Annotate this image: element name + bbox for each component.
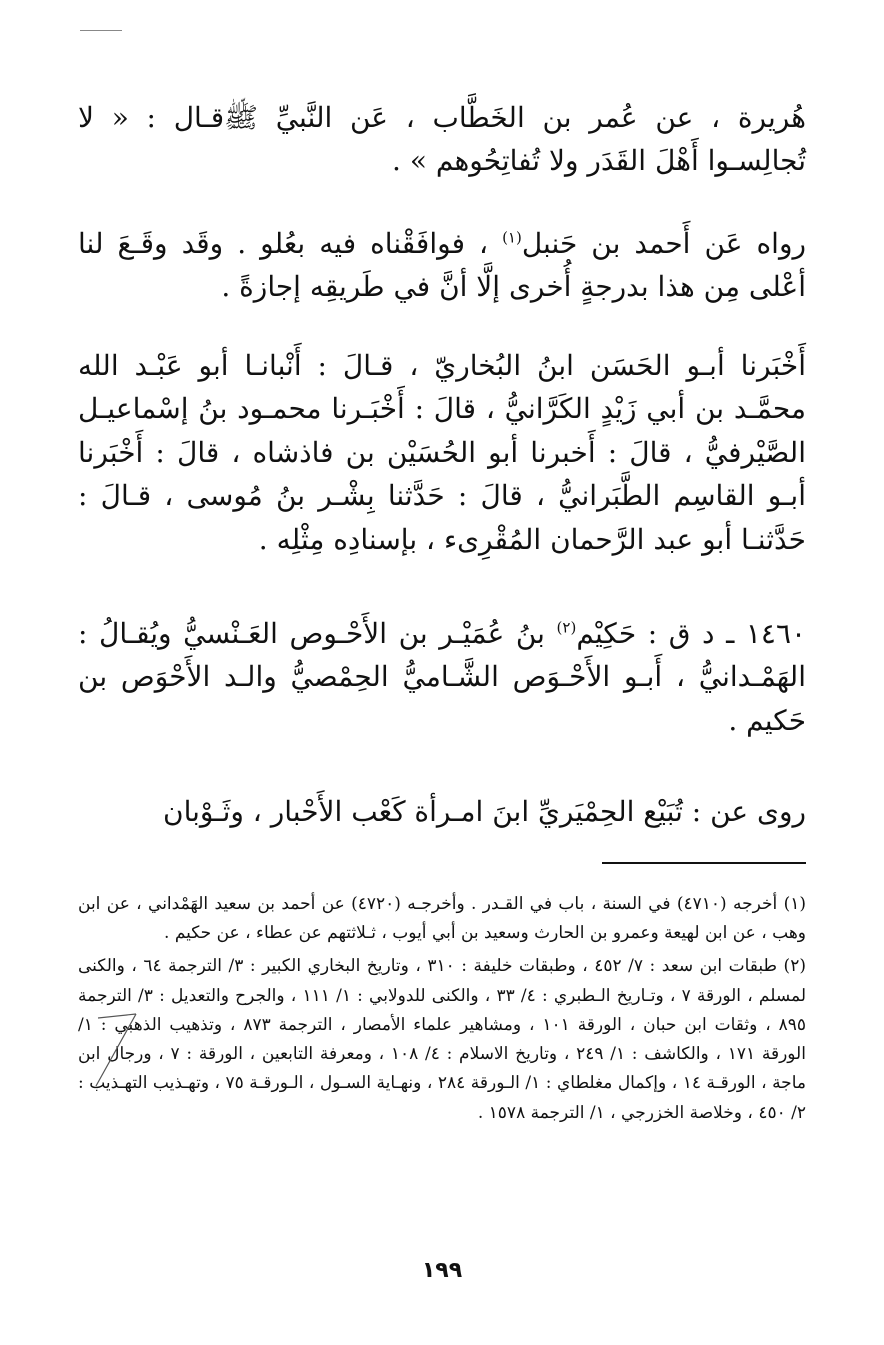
narrated-from-text: روى عن : تُبَيْع الحِمْيَريِّ ابنَ امـرأة كَعْب الأَحْبار ، وثَـوْبان — [163, 795, 806, 828]
footnote-separator — [602, 862, 806, 864]
page-number: ١٩٩ — [421, 1258, 463, 1283]
paragraph-biography-entry — [78, 612, 806, 742]
narration-text-start: رواه عَن أَحمد بن حَنبل — [521, 227, 806, 260]
paragraph-narrated-from — [78, 790, 806, 833]
footnotes — [78, 890, 806, 1132]
entry-heading: ١٤٦٠ ـ د ق : حَكِيْم — [576, 617, 807, 650]
footnote-ref-1: (١) — [502, 228, 522, 247]
isnad-text: أَخْبَرنا أبـو الحَسَن ابنُ البُخاريّ ، قـالَ : أَنْبانـا أبو عَبْـد الله محمَّـد بن أبي زَيْدٍ الكَرَّانيُّ ، قالَ : أَخْبَـرنا محمـود بنُ إسْماعيـل الصَّيْرفيُّ ، قالَ : أَخبرنا أبو الحُسَيْن بن فاذشاه ، قالَ : أَخْبَرنا أبـو القاسِم الطَّبَرانيُّ ، قالَ : حَدَّثنا بِشْـر بنُ مُوسى ، قـالَ : حَدَّثنـا أبو عبد الرَّحمان المُقْرِىء ، بإسنادِه مِثْلِه . — [78, 349, 806, 556]
margin-pen-mark — [92, 1012, 142, 1092]
hadith-text: هُريرة ، عن عُمر بن الخَطَّاب ، عَن النَّبيِّ ﷺقـال : « لا تُجالِسـوا أَهْلَ القَدَر ولا تُفاتِحُوهم » . — [78, 101, 806, 178]
corner-pencil-mark — [80, 30, 122, 31]
paragraph-hadith — [78, 96, 806, 183]
paragraph-narration — [78, 222, 806, 309]
narration-text-end: ، فوافَقْناه فيه بعُلو . وقَد وقَـعَ لنا أعْلى مِن هذا بدرجةٍ أُخرى إلَّا أنَّ في طَريقِه إجازةً . — [78, 227, 806, 304]
footnote-1: (١) أخرجه (٤٧١٠) في السنة ، باب في القـدر . وأخرجـه (٤٧٢٠) عن أحمد بن سعيد الهَمْداني ، عن ابن وهب ، عن ابن لهيعة وعمرو بن الحارث وسعيد بن أبي أيوب ، ثـلاثتهم عن عطاء ، عن حكيم . — [78, 894, 806, 944]
footnote-ref-2: (٢) — [556, 618, 577, 637]
footnote-2: (٢) طبقات ابن سعد : ٧/ ٤٥٢ ، وطبقات خليفة : ٣١٠ ، وتاريخ البخاري الكبير : ٣/ الترجمة ٦٤ ، والكنى لمسلم ، الورقة ٧ ، وتـاريخ الـطبري : ٤/ ٣٣ ، والكنى للدولابي : ١/ ١١١ ، والجرح والتعديل : ٣/ الترجمة ٨٩٥ ، وثقات ابن حبان ، الورقة ١٠١ ، ومشاهير علماء الأمصار ، الترجمة ٨٧٣ ، وتذهيب الذهبي : ١/ الورقة ١٧١ ، والكاشف : ١/ ٢٤٩ ، وتاريخ الاسلام : ٤/ ١٠٨ ، ومعرفة التابعين ، الورقة : ٧ ، ورجال ابن ماجة ، الورقـة ١٤ ، وإكمال مغلطاي : ١/ الـورقة ٢٨٤ ، ونهـاية السـول ، الـورقـة ٧٥ ، وتهـذيب التهـذيب : ٢/ ٤٥٠ ، وخلاصة الخزرجي ، ١/ الترجمة ١٥٧٨ . — [78, 956, 806, 1123]
entry-text: بنُ عُمَيْـر بن الأَحْـوص العَـنْسيُّ ويُقـالُ : الهَمْـدانيُّ ، أَبـو الأَحْـوَص الشَّـاميُّ الحِمْصيُّ والـد الأَحْوَص بن حَكيم . — [78, 617, 806, 737]
paragraph-isnad — [78, 344, 806, 561]
